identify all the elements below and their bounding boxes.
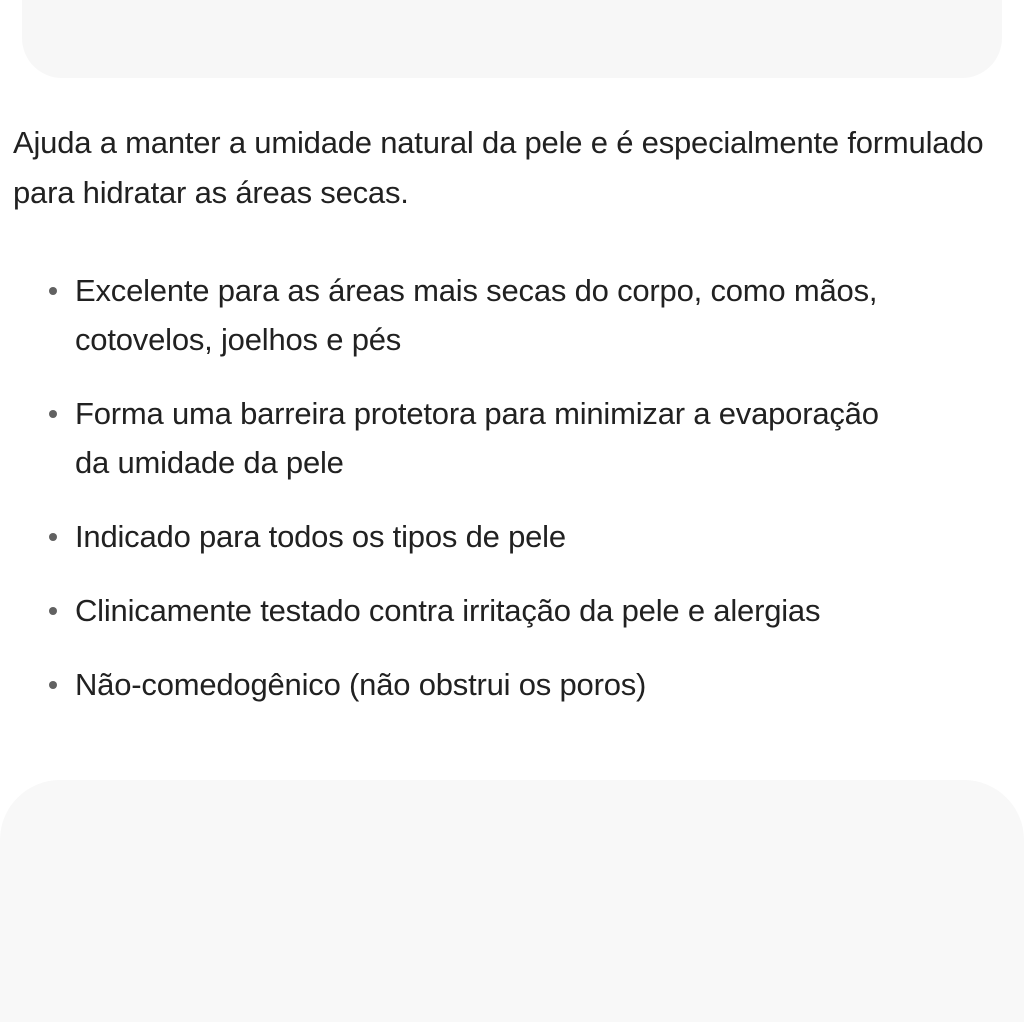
- product-description: [13, 118, 1003, 734]
- bullet-icon: [49, 533, 57, 541]
- bullet-icon: [49, 410, 57, 418]
- list-item: [13, 266, 905, 364]
- bullet-icon: [49, 287, 57, 295]
- bottom-blurred-area: [0, 780, 1024, 1022]
- list-item: [13, 389, 905, 487]
- feature-text: Clinicamente testado contra irritação da pele e alergias: [75, 593, 821, 628]
- list-item: [13, 512, 905, 561]
- bullet-icon: [49, 681, 57, 689]
- feature-text: Forma uma barreira protetora para minimizar a evaporação da umidade da pele: [75, 396, 879, 480]
- feature-list: [13, 266, 1003, 709]
- top-blurred-area: [22, 0, 1002, 78]
- bullet-icon: [49, 607, 57, 615]
- feature-text: Excelente para as áreas mais secas do corpo, como mãos, cotovelos, joelhos e pés: [75, 273, 878, 357]
- list-item: [13, 660, 905, 709]
- feature-text: Não-comedogênico (não obstrui os poros): [75, 667, 647, 702]
- feature-text: Indicado para todos os tipos de pele: [75, 519, 566, 554]
- list-item: [13, 586, 905, 635]
- intro-paragraph: Ajuda a manter a umidade natural da pele e é especialmente formulado para hidratar as áreas secas.: [13, 125, 984, 210]
